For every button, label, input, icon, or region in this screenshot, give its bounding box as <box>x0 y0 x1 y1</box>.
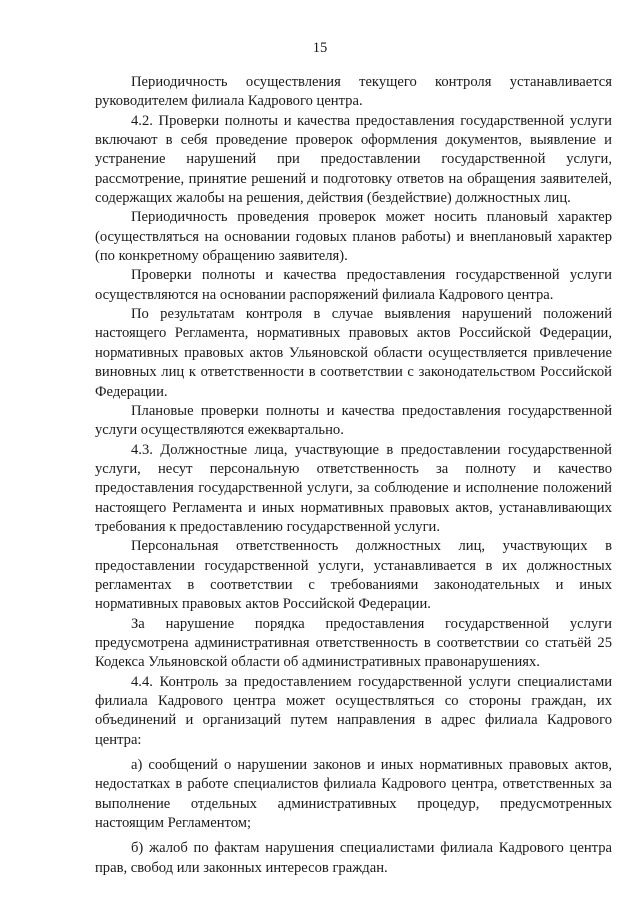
paragraph-4-2-checks: 4.2. Проверки полноты и качества предоставления государственной услуги включают в себя проведение проверок оформления документов, выявление и устранение нарушений при предоставлении государственной услуги, рассмотрение, принятие решений и подготовку ответов на обращения заявителей, содержащих жалобы на решения, действия (бездействие) должностных лиц. <box>95 112 612 207</box>
paragraph-check-basis: Проверки полноты и качества предоставления государственной услуги осуществляются на основании распоряжений филиала Кадрового центра. <box>95 267 612 303</box>
paragraph-personal-responsibility: Персональная ответственность должностных лиц, участвующих в предоставлении государственной услуги, устанавливается в их должностных регламентах в соответствии с требованиями законодательных и иных нормативных правовых актов Российской Федерации. <box>95 538 612 613</box>
document-body <box>95 73 612 878</box>
paragraph-control-periodicity: Периодичность осуществления текущего контроля устанавливается руководителем филиала Кадрового центра. <box>95 74 612 110</box>
paragraph-4-3-responsibility: 4.3. Должностные лица, участвующие в предоставлении государственной услуги, несут персональную ответственность за полноту и качество предоставления государственной услуги, за соблюдение и исполнение положений настоящего Регламента и иных нормативных правовых актов, устанавливающих требования к предоставлению государственной услуги. <box>95 441 612 535</box>
paragraph-planned-checks: Плановые проверки полноты и качества предоставления государственной услуги осуществляются ежеквартально. <box>95 402 612 439</box>
paragraph-administrative-liability: За нарушение порядка предоставления государственной услуги предусмотрена административная ответственность в соответствии со статьёй 25 Кодекса Ульяновской области об административных правонарушениях. <box>95 615 612 671</box>
paragraph-check-periodicity: Периодичность проведения проверок может носить плановый характер (осуществляться на основании годовых планов работы) и внеплановый характер (по конкретному обращению заявителя). <box>95 209 612 265</box>
paragraph-control-results: По результатам контроля в случае выявления нарушений положений настоящего Регламента, нормативных правовых актов Российской Федерации, нормативных правовых актов Ульяновской области осуществляется привлечение виновных лиц к ответственности в соответствии с законодательством Российской Федерации. <box>95 306 612 400</box>
list-item-b-complaints: б) жалоб по фактам нарушения специалистами филиала Кадрового центра прав, свобод или законных интересов граждан. <box>95 840 612 876</box>
page-number: 15 <box>312 40 328 56</box>
list-item-a-reports: а) сообщений о нарушении законов и иных нормативных правовых актов, недостатках в работе специалистов филиала Кадрового центра, ответственных за выполнение отдельных административных процедур, предусмотренных настоящим Регламентом; <box>95 757 612 832</box>
paragraph-4-4-citizen-control: 4.4. Контроль за предоставлением государственной услуги специалистами филиала Кадрового центра может осуществляться со стороны граждан, их объединений и организаций путем направления в адрес филиала Кадрового центра: <box>95 673 612 748</box>
